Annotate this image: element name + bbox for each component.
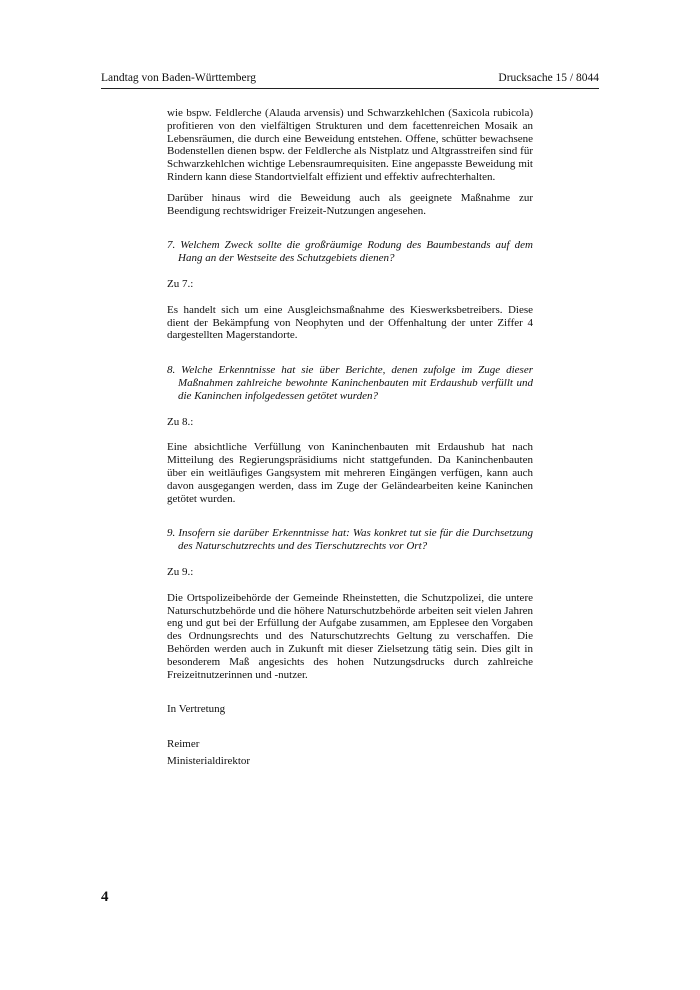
answer-8-heading: Zu 8.: [167,415,194,428]
page-number: 4 [101,889,109,905]
question-9: 9. Insofern sie darüber Erkenntnisse hat: Was konkret tut sie für die Durchsetzung des Naturschutzrechts und des Tierschutzrechts vor Ort? [167,527,533,553]
closing-in-vertretung: In Vertretung [167,703,226,716]
answer-8-text: Eine absichtliche Verfüllung von Kaninchenbauten mit Erdaushub hat nach Mitteilung des Regierungspräsidiums nicht stattgefunden. Da Kaninchenbauten über ein weitläufiges Gangsystem mit mehreren Eingängen verfügen, kann auch davon ausgegangen werden, dass im Zuge der Geländearbeiten keine Kaninchen getötet wurden. [167,441,533,505]
page-header [101,71,599,85]
header-divider [101,88,599,89]
answer-7-heading: Zu 7.: [167,277,194,290]
answer-9-text: Die Ortspolizeibehörde der Gemeinde Rheinstetten, die Schutzpolizei, die untere Naturschutzbehörde und die höhere Naturschutzbehörde arbeiten seit vielen Jahren eng und gut bei der Erfüllung der Aufgabe zusammen, am Epplesee den Vorgaben des Ordnungsrechts und des Naturschutzrechts Geltung zu verschaffen. Die Behörden werden auch in Zukunft mit dieser Zielsetzung tätig sein. Dies gilt in besonderem Maß angesichts des hohen Nutzungsdrucks durch zahlreiche Freizeitnutzerinnen und -nutzer. [167,591,533,681]
paragraph-beweidung-arten: wie bspw. Feldlerche (Alauda arvensis) und Schwarzkehlchen (Saxicola rubicola) profitieren von den vielfältigen Strukturen und dem facettenreichen Mosaik an Lebensräumen, die durch eine Beweidung entstehen. Offene, schütter bewachsene Bodenstellen dienen bspw. der Feldlerche als Nistplatz und Altgrasstreifen sind für Schwarzkehlchen wichtige Lebensraumrequisiten. Eine angepasste Beweidung mit Rindern kann diese Standortvielfalt effizient und effektiv aufrechterhalten. [167,107,533,183]
header-parliament-name: Landtag von Baden-Württemberg [101,72,256,84]
paragraph-beweidung-freizeit: Darüber hinaus wird die Beweidung auch als geeignete Maßnahme zur Beendigung rechtswidriger Freizeit-Nutzungen angesehen. [167,191,533,217]
document-body [167,107,533,768]
question-7: 7. Welchem Zweck sollte die großräumige Rodung des Baumbestands auf dem Hang an der Westseite des Schutzgebiets dienen? [167,239,533,265]
answer-7-text: Es handelt sich um eine Ausgleichsmaßnahme des Kieswerksbetreibers. Diese dient der Bekämpfung von Neophyten und der Offenhaltung der unter Ziffer 4 dargestellten Magerstandorte. [167,303,533,342]
signatory-name: Reimer [167,738,200,751]
question-8: 8. Welche Erkenntnisse hat sie über Berichte, denen zufolge im Zuge dieser Maßnahmen zahlreiche bewohnte Kaninchenbauten mit Erdaushub verfüllt und die Kaninchen infolgedessen getötet wurden? [167,364,533,402]
signatory-title: Ministerialdirektor [167,754,251,767]
answer-9-heading: Zu 9.: [167,565,194,578]
header-document-number: Drucksache 15 / 8044 [498,72,599,84]
